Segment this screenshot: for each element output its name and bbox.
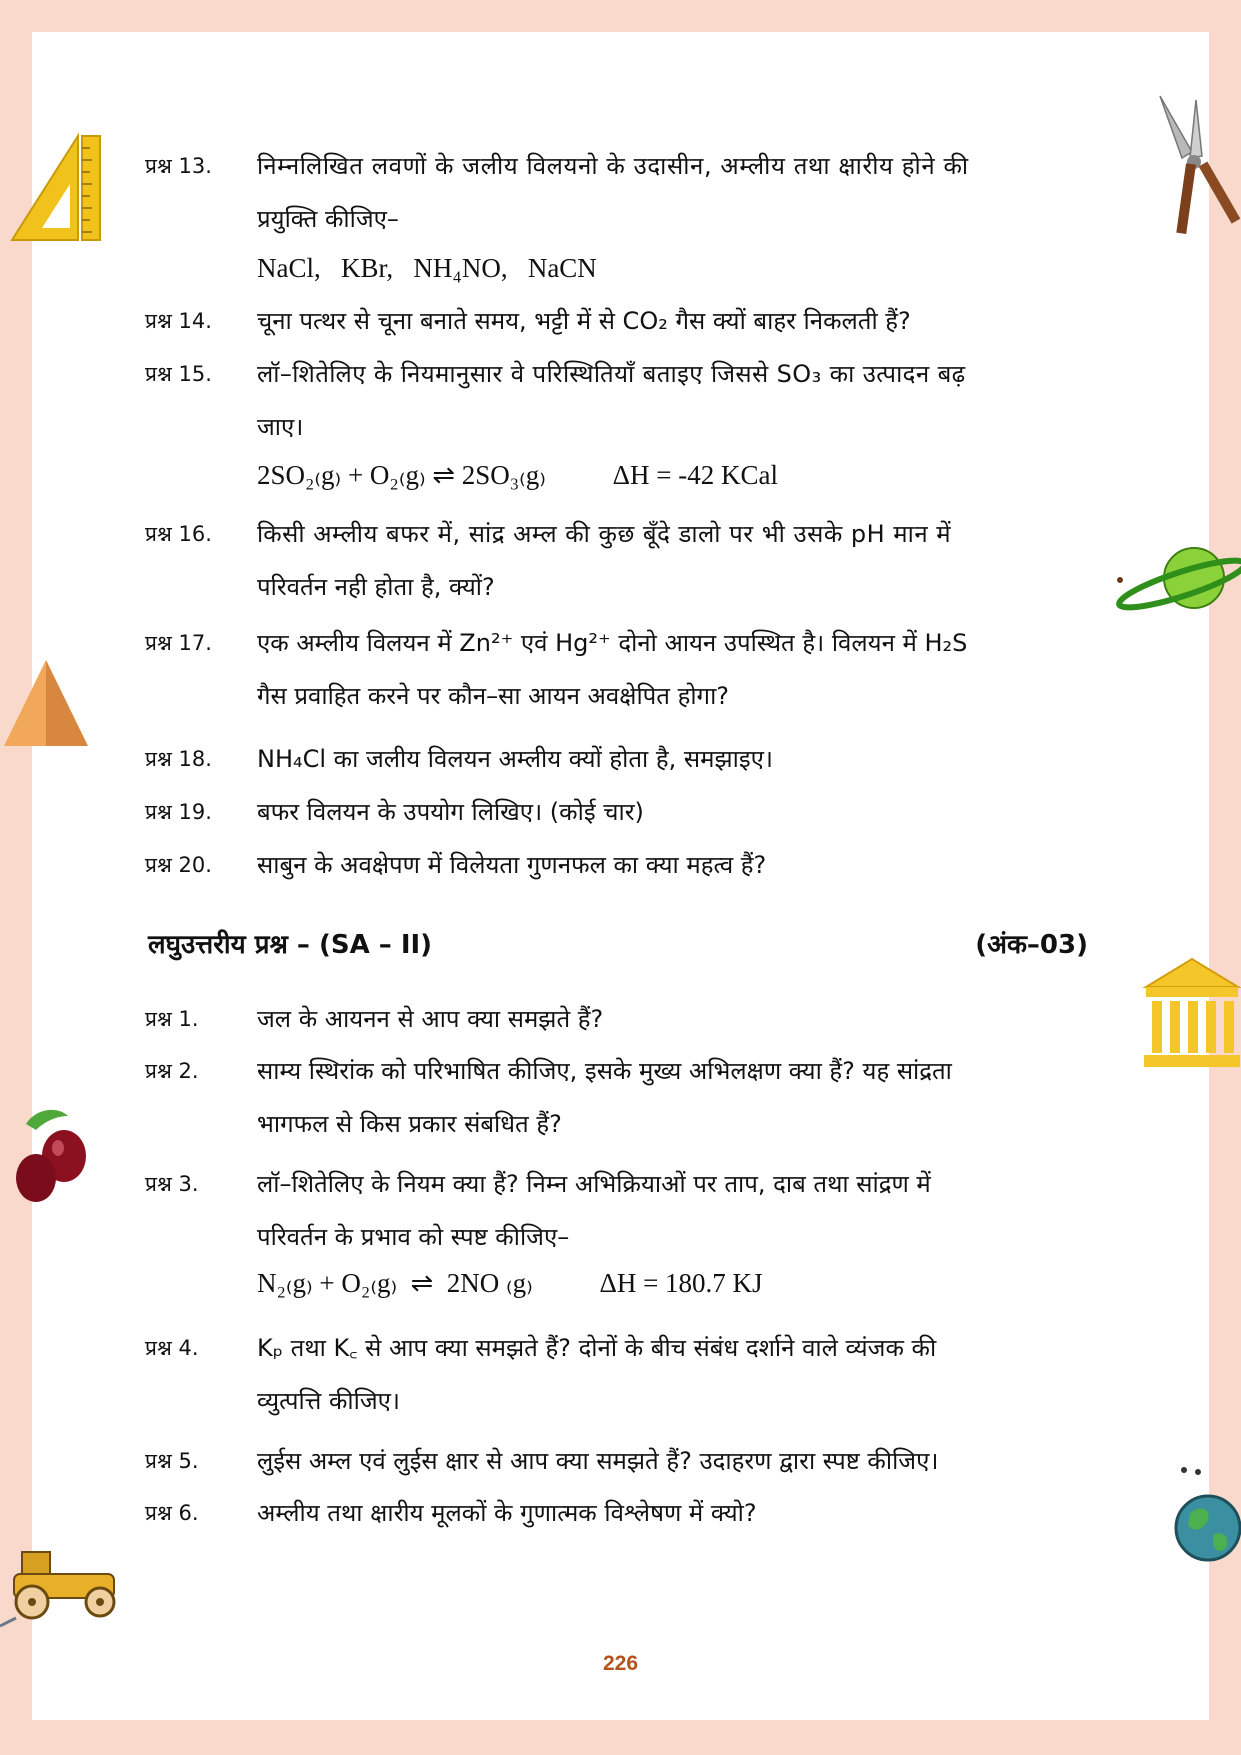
question-text-line: साम्य स्थिरांक को परिभाषित कीजिए, इसके मुख्य अभिलक्षण क्या हैं? यह सांद्रता xyxy=(257,1057,952,1085)
question-text-line: जाए। xyxy=(257,413,304,441)
question-text-line: एक अम्लीय विलयन में Zn²⁺ एवं Hg²⁺ दोनो आयन उपस्थित है। विलयन में H₂S xyxy=(257,629,968,657)
question-5 xyxy=(145,1435,1115,1488)
question-number: प्रश्न 5. xyxy=(145,1449,199,1473)
question-number: प्रश्न 17. xyxy=(145,631,212,655)
question-number: प्रश्न 4. xyxy=(145,1336,199,1360)
question-text-line: लुईस अम्ल एवं लुईस क्षार से आप क्या समझते हैं? उदाहरण द्वारा स्पष्ट कीजिए। xyxy=(257,1447,939,1475)
question-number: प्रश्न 15. xyxy=(145,362,212,386)
section-heading xyxy=(148,925,1088,961)
question-number: प्रश्न 1. xyxy=(145,1007,199,1031)
vintage-car-icon xyxy=(0,1530,126,1630)
question-text-line: अम्लीय तथा क्षारीय मूलकों के गुणात्मक विश्लेषण में क्यो? xyxy=(257,1499,757,1527)
question-text-line: जल के आयनन से आप क्या समझते हैं? xyxy=(257,1005,604,1033)
question-3 xyxy=(145,1158,1115,1264)
question-6 xyxy=(145,1487,1115,1540)
question-20 xyxy=(145,839,1115,892)
pruning-shears-icon xyxy=(1152,92,1241,242)
question-text-line: किसी अम्लीय बफर में, सांद्र अम्ल की कुछ बूँदे डालो पर भी उसके pH मान में xyxy=(257,520,952,548)
question-text-line: साबुन के अवक्षेपण में विलेयता गुणनफल का क्या महत्व हैं? xyxy=(257,851,767,879)
question-text-line: बफर विलयन के उपयोग लिखिए। (कोई चार) xyxy=(257,798,644,826)
question-18 xyxy=(145,733,1115,786)
question-number: प्रश्न 18. xyxy=(145,747,212,771)
saturn-planet-icon xyxy=(1112,540,1241,620)
question-text-line: निम्नलिखित लवणों के जलीय विलयनो के उदासीन, अम्लीय तथा क्षारीय होने की xyxy=(257,152,969,180)
beans-icon xyxy=(6,1104,90,1208)
salts-list: NaCl, KBr, NH₄NO, NaCN xyxy=(257,253,597,283)
question-text-line: प्रयुक्ति कीजिए– xyxy=(257,205,399,233)
question-text-line: व्युत्पत्ति कीजिए। xyxy=(257,1387,400,1415)
question-2 xyxy=(145,1045,1115,1151)
question-number: प्रश्न 14. xyxy=(145,309,212,333)
equation-enthalpy: ΔH = 180.7 KJ xyxy=(599,1268,763,1298)
question-4 xyxy=(145,1322,1115,1428)
question-16 xyxy=(145,508,1115,614)
ruler-triangle-icon xyxy=(8,132,104,244)
equation-so3 xyxy=(257,460,778,491)
equation-no xyxy=(257,1268,763,1299)
globe-earth-icon xyxy=(1168,1464,1241,1572)
page-number: 226 xyxy=(602,1652,639,1675)
question-text-line: चूना पत्थर से चूना बनाते समय, भट्टी में से CO₂ गैस क्यों बाहर निकलती हैं? xyxy=(257,307,911,335)
question-number: प्रश्न 19. xyxy=(145,800,212,824)
greek-temple-icon xyxy=(1142,955,1241,1070)
question-text-line: लॉ–शितेलिए के नियमानुसार वे परिस्थितियाँ बताइए जिससे SO₃ का उत्पादन बढ़ xyxy=(257,360,966,388)
question-number: प्रश्न 6. xyxy=(145,1501,199,1525)
section-title: लघुउत्तरीय प्रश्न – (SA – II) xyxy=(148,930,433,960)
question-text-line: Kₚ तथा K꜀ से आप क्या समझते हैं? दोनों के बीच संबंध दर्शाने वाले व्यंजक की xyxy=(257,1334,937,1362)
equation-reaction: N₂₍g₎ + O₂₍g₎ ⇌ 2NO ₍g₎ xyxy=(257,1268,533,1298)
question-19 xyxy=(145,786,1115,839)
equation-enthalpy: ΔH = -42 KCal xyxy=(612,460,778,490)
question-text-line: लॉ–शितेलिए के नियम क्या हैं? निम्न अभिक्रियाओं पर ताप, दाब तथा सांद्रण में xyxy=(257,1170,931,1198)
question-number: प्रश्न 2. xyxy=(145,1059,199,1083)
question-17 xyxy=(145,617,1115,723)
question-text-line: भागफल से किस प्रकार संबधित हैं? xyxy=(257,1110,562,1138)
question-14 xyxy=(145,295,1115,348)
question-1 xyxy=(145,993,1115,1046)
equation-reaction: 2SO₂₍g₎ + O₂₍g₎ ⇌ 2SO₃₍g₎ xyxy=(257,460,546,490)
question-number: प्रश्न 13. xyxy=(145,154,212,178)
question-number: प्रश्न 3. xyxy=(145,1172,199,1196)
question-number: प्रश्न 20. xyxy=(145,853,212,877)
question-15 xyxy=(145,348,1115,454)
question-13 xyxy=(145,140,1115,246)
question-text-line: परिवर्तन के प्रभाव को स्पष्ट कीजिए– xyxy=(257,1223,570,1251)
question-text-line: NH₄Cl का जलीय विलयन अम्लीय क्यों होता है, समझाइए। xyxy=(257,745,773,773)
question-number: प्रश्न 16. xyxy=(145,522,212,546)
section-marks: (अंक–03) xyxy=(975,930,1088,960)
question-text-line: गैस प्रवाहित करने पर कौन–सा आयन अवक्षेपित होगा? xyxy=(257,682,730,710)
pyramid-icon xyxy=(2,658,90,748)
question-text-line: परिवर्तन नही होता है, क्यों? xyxy=(257,573,495,601)
